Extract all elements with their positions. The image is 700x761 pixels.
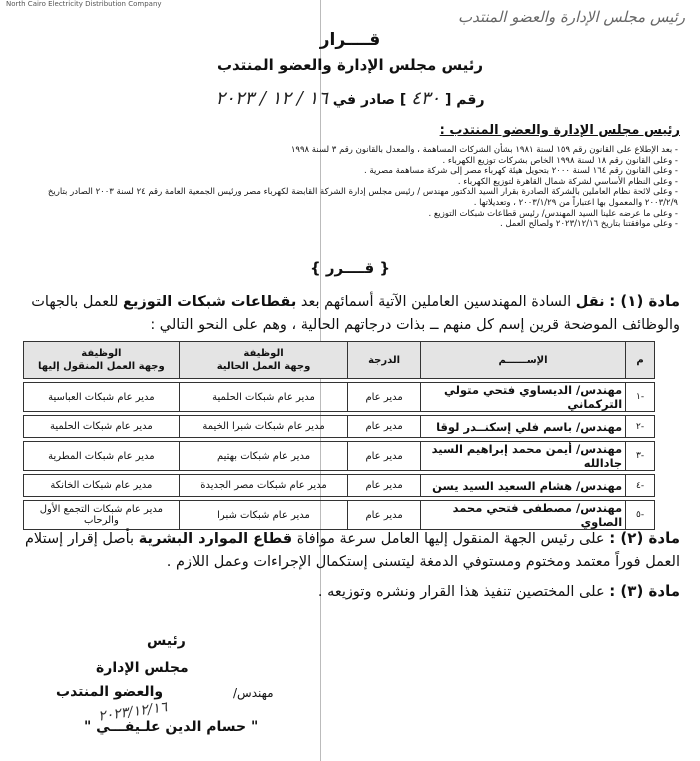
col-num-header: م: [626, 342, 655, 379]
table-row: [24, 416, 655, 438]
preamble-item: - وعلى موافقتنا بتاريخ ٢٠٢٣/١٢/١٦ ولصالح العمل .: [18, 219, 678, 230]
article-1-text1: السادة المهندسين العاملين الآتية أسمائهم بعد: [300, 294, 572, 310]
table-row: [24, 475, 655, 497]
row-num: -٤: [626, 475, 655, 497]
chair-title: رئيس مجلس الإدارة والعضو المنتدب: [216, 56, 484, 74]
preamble-heading: رئيس مجلس الإدارة والعضو المنتدب :: [439, 123, 680, 138]
article-2-text1: على رئيس الجهة المنقول إليها العامل سرعة موافاة: [296, 531, 605, 547]
row-name: مهندس/ مصطفى فتحي محمد الصاوي: [420, 501, 625, 530]
preamble-item: - وعلى ما عرضه علينا السيد المهندس/ رئيس قطاعات شبكات التوزيع .: [18, 209, 678, 220]
col-transfer-header: الوظيفة وجهة العمل المنقول إليها: [24, 342, 180, 379]
row-current: مدير عام شبكات الحلمية: [179, 383, 348, 412]
row-num: -٣: [626, 442, 655, 471]
decision-number-line: [0, 88, 700, 109]
company-name: North Cairo Electricity Distribution Company: [6, 0, 162, 8]
row-transfer: مدير عام شبكات الحلمية: [24, 416, 180, 438]
row-current: مدير عام شبكات شبرا: [179, 501, 348, 530]
handwritten-note: رئيس مجلس الإدارة والعضو المنتدب: [458, 8, 686, 26]
row-name: مهندس/ أيمن محمد إبراهيم السيد جادالله: [420, 442, 625, 471]
article-2-text2: بأصل إقرار إستلام العمل فوراً معتمد ومختوم ومستوفي الدمغة ليتسنى إستكمال الإجراءات وعمل اللازم .: [24, 531, 680, 570]
row-grade: مدير عام: [348, 501, 421, 530]
article-2-label: مادة (٢) :: [609, 529, 680, 547]
row-transfer: مدير عام شبكات المطرية: [24, 442, 180, 471]
article-3-label: مادة (٣) :: [609, 582, 680, 600]
row-name: مهندس/ هشام السعيد السيد يسن: [420, 475, 625, 497]
signature-title-1: رئيس: [147, 633, 186, 649]
col-current-header: الوظيفة وجهة العمل الحالية: [179, 342, 348, 379]
article-3-text: على المختصين تنفيذ هذا القرار ونشره وتوزيعه .: [317, 584, 605, 600]
row-grade: مدير عام: [348, 475, 421, 497]
row-grade: مدير عام: [348, 442, 421, 471]
article-1-text2: للعمل بالجهات والوظائف الموضحة قرين إسم كل منهم ــ بذات درجاتهم الحالية ، وهم على النحو التالي :: [31, 294, 680, 333]
issued-label: ] صادر في: [332, 92, 407, 108]
row-grade: مدير عام: [348, 416, 421, 438]
signature-eng-label: مهندس/: [233, 686, 274, 700]
transfer-table: [23, 341, 655, 530]
article-1: [20, 290, 680, 337]
article-1-word: نقل: [575, 294, 605, 310]
preamble-item: - بعد الإطلاع على القانون رقم ١٥٩ لسنة ١٩٨١ بشأن الشركات المساهمة ، والمعدل بالقانون رقم ٣ لسنة ١٩٩٨: [18, 145, 678, 156]
col-name-header: الإســــــم: [420, 342, 625, 379]
number-value: ٤٣٠: [411, 88, 441, 109]
table-row: [24, 383, 655, 412]
row-num: -٢: [626, 416, 655, 438]
row-transfer: مدير عام شبكات الخانكة: [24, 475, 180, 497]
row-transfer: مدير عام شبكات العباسية: [24, 383, 180, 412]
article-3: [20, 580, 680, 604]
article-1-label: مادة (١) :: [609, 292, 680, 310]
row-name: مهندس/ الديساوي فتحي متولي التركماني: [420, 383, 625, 412]
signature-name: " حسام الدين علـيفـــي ": [84, 719, 259, 735]
table-row: [24, 501, 655, 530]
row-num: -١: [626, 383, 655, 412]
preamble-item: - وعلى النظام الأساسي لشركة شمال القاهرة لتوزيع الكهرباء .: [18, 177, 678, 188]
decision-title: قــــرار: [319, 30, 381, 50]
row-transfer: مدير عام شبكات التجمع الأول والرحاب: [24, 501, 180, 530]
preamble-list: [18, 145, 678, 230]
signature-title-2: مجلس الإدارة: [96, 660, 189, 676]
preamble-item: - وعلى لائحة نظام العاملين بالشركة الصادرة بقرار السيد الدكتور مهندس / رئيس مجلس إدارة الشركة القابضة لكهرباء مصر ورئيس الجمعية العامة رقم ٢٤ لسنة ٢٠٠٣ الصادر بتاريخ ٢٠٠٣/٢/٩ والمعمول بها اعتباراً من ٢٠٠٣/١/٢٩ ، وتعديلاتها .: [18, 187, 678, 208]
preamble-item: - وعلى القانون رقم ١٦٤ لسنة ٢٠٠٠ بتحويل هيئة كهرباء مصر إلى شركة مساهمة مصرية .: [18, 166, 678, 177]
row-current: مدير عام شبكات مصر الجديدة: [179, 475, 348, 497]
row-num: -٥: [626, 501, 655, 530]
issued-date: ١٦ / ١٢ / ٢٠٢٣: [215, 88, 328, 109]
row-current: مدير عام شبكات شبرا الخيمة: [179, 416, 348, 438]
row-grade: مدير عام: [348, 383, 421, 412]
preamble-item: - وعلى القانون رقم ١٨ لسنة ١٩٩٨ الخاص بشركات توزيع الكهرباء .: [18, 156, 678, 167]
table-row: [24, 442, 655, 471]
article-2: [20, 527, 680, 574]
decision-heading: { قــــرر }: [309, 259, 391, 277]
row-current: مدير عام شبكات بهتيم: [179, 442, 348, 471]
signature-date: ٢٠٢٣/١٢/١٦: [97, 699, 169, 725]
signature-title-3: والعضو المنتدب: [56, 684, 164, 700]
col-grade-header: الدرجة: [348, 342, 421, 379]
row-name: مهندس/ باسم فلي إسكنــدر لوقا: [420, 416, 625, 438]
article-1-sector: بقطاعات شبكات التوزيع: [123, 294, 297, 310]
number-label: رقم [: [445, 92, 485, 108]
article-2-hr: قطاع الموارد البشرية: [138, 531, 293, 547]
